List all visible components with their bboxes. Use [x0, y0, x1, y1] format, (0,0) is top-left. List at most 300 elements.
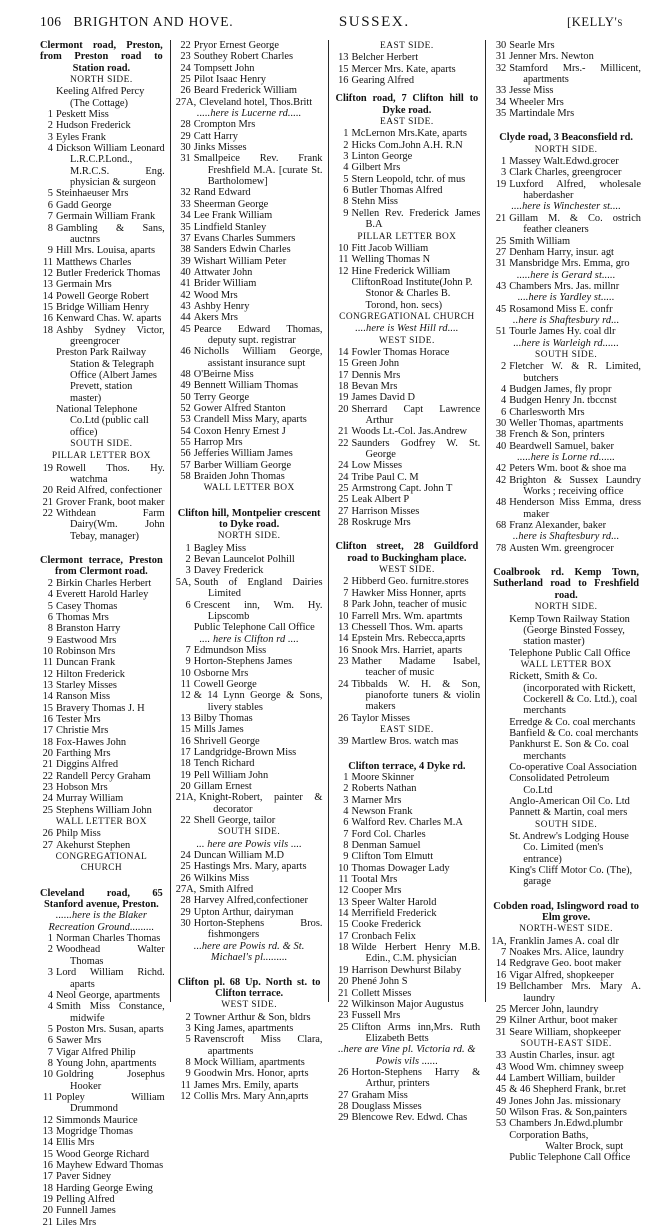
entry-number: 22	[180, 815, 191, 827]
directory-entry	[176, 414, 323, 425]
entry-text: Wood Mrs	[193, 289, 238, 301]
directory-entry	[38, 109, 165, 120]
entry-text: Neol George, apartments	[56, 989, 160, 1001]
block-spacer	[491, 888, 641, 894]
entry-text: Harrop Mrs	[193, 437, 243, 449]
directory-entry	[38, 737, 165, 748]
entry-number: 1A,	[491, 935, 507, 947]
street-description: 4 Dyke rd.	[418, 760, 466, 772]
side-caption: SOUTH SIDE.	[217, 827, 281, 838]
entry-text: Mogridge Thomas	[56, 1125, 133, 1137]
directory-entry	[334, 599, 481, 610]
entry-text: Marner Mrs	[351, 794, 402, 806]
entry-number: 48	[495, 497, 507, 509]
entry-number: 29	[180, 906, 191, 918]
directory-entry	[334, 840, 481, 851]
directory-entry	[491, 1118, 641, 1129]
directory-entry	[334, 976, 481, 987]
unnumbered-entry: Public Telephone Call Office	[509, 1152, 631, 1164]
directory-entry	[176, 40, 323, 51]
entry-text: Sawer Mrs	[56, 1035, 102, 1047]
entry-number: 1	[185, 542, 191, 554]
entry-number: 32	[180, 187, 191, 199]
directory-entry	[176, 690, 323, 713]
entry-text: Mercer Mrs. Kate, aparts	[351, 63, 456, 75]
directory-entry	[38, 120, 165, 131]
directory-entry	[176, 747, 323, 758]
entry-number: 19	[495, 178, 507, 190]
entry-text: Wilde Herbert Henry M.B. Edin., C.M. physician	[351, 942, 481, 965]
entry-text: Akehurst Stephen	[56, 839, 131, 851]
entry-number: 11	[338, 254, 349, 266]
entry-text: Cooke Frederick	[351, 919, 422, 931]
entry-number: 43	[180, 300, 191, 312]
entry-number: 15	[42, 301, 53, 313]
entry-text: Eastwood Mrs	[56, 634, 117, 646]
entry-number: 11	[180, 1079, 191, 1091]
directory-entry	[334, 426, 481, 437]
entry-number: 26	[338, 712, 349, 724]
entry-number: 16	[338, 75, 349, 87]
entry-text: Roberts Nathan	[351, 783, 417, 795]
entry-number: 30	[495, 418, 507, 429]
entry-number: 19	[42, 1194, 53, 1206]
entry-text: Walford Rev. Charles M.A	[351, 817, 463, 829]
directory-entry	[176, 554, 323, 565]
directory-entry	[176, 244, 323, 255]
entry-text: Eyles Frank	[56, 131, 106, 143]
entry-number: 4	[47, 1001, 53, 1013]
directory-entry	[334, 863, 481, 874]
directory-entry	[176, 346, 323, 369]
directory-entry	[176, 301, 323, 312]
entry-number: 8	[343, 840, 349, 852]
unnumbered-entry: CliftonRoad Institute(John P. Stonor & Charles B. Torond, hon. secs)	[351, 276, 473, 311]
entry-number: 21A,	[175, 792, 197, 804]
entry-text: Crandell Miss Mary, aparts	[193, 414, 307, 426]
side-caption: SOUTH SIDE.	[534, 349, 598, 360]
entry-number: 34	[180, 210, 191, 222]
here-is-note: .....here is Lucerne rd.....	[196, 108, 302, 120]
entry-number: 35	[180, 221, 191, 233]
directory-entry	[334, 645, 481, 656]
entry-number: 13	[338, 52, 349, 64]
directory-entry	[38, 933, 165, 944]
entry-number: 51	[495, 326, 507, 338]
entry-number: 28	[338, 1100, 349, 1112]
column-3	[328, 40, 486, 1124]
directory-entry	[38, 612, 165, 623]
directory-entry	[334, 438, 481, 461]
directory-entry	[38, 589, 165, 600]
entry-text: Wilkins Miss	[193, 872, 250, 884]
entry-number: 5	[47, 188, 53, 200]
directory-entry	[38, 601, 165, 612]
directory-entry	[491, 108, 641, 119]
entry-number: 42	[180, 289, 191, 301]
entry-number: 29	[180, 130, 191, 142]
entry-number: 22	[338, 998, 349, 1010]
entry-text: Horton-Stephens Harry & Arthur, printers	[351, 1066, 481, 1090]
entry-number: 26	[338, 1066, 349, 1078]
entry-text: Peters Wm. boot & shoe ma	[509, 463, 627, 475]
street-heading	[176, 977, 323, 1000]
entry-text: Sheerman George	[193, 198, 269, 210]
entry-text: Farrell Mrs. Wm. apartmts	[351, 610, 463, 622]
entry-number: 22	[338, 437, 349, 449]
directory-entry	[38, 1160, 165, 1171]
entry-text: Coxon Henry Ernest J	[193, 425, 286, 437]
entry-text: Gilbert Mrs	[351, 162, 401, 174]
entry-number: 14	[338, 908, 349, 920]
entry-text: Evans Charles Summers	[193, 232, 296, 244]
entry-number: 17	[42, 725, 53, 737]
entry-number: 14	[495, 958, 507, 970]
entry-number: 45	[180, 323, 191, 335]
entry-number: 33	[495, 85, 507, 97]
entry-number: 43	[495, 1061, 507, 1073]
directory-entry	[334, 679, 481, 713]
directory-entry	[491, 1015, 641, 1026]
entry-number: 10	[42, 645, 53, 657]
directory-entry	[334, 174, 481, 185]
directory-entry	[38, 990, 165, 1001]
entry-number: 39	[338, 736, 349, 748]
running-head-place: BRIGHTON AND HOVE.	[73, 14, 234, 29]
entry-text: French & Son, printers	[509, 429, 605, 441]
entry-text: Cowell George	[193, 678, 257, 690]
entry-text: Ravenscroft Miss Clara, apartments	[193, 1034, 323, 1057]
entry-text: Speer Walter Harold	[351, 896, 437, 908]
entry-number: 29	[338, 1112, 349, 1124]
directory-entry	[176, 918, 323, 941]
entry-number: 32	[495, 62, 507, 74]
entry-number: 15	[42, 702, 53, 714]
unnumbered-entry-indented: Walter Brock, supt	[545, 1140, 624, 1152]
entry-text: Tester Mrs	[56, 713, 101, 725]
entry-number: 27	[42, 839, 53, 851]
entry-number: 4	[501, 383, 507, 395]
here-is-note: .....here is Lorne rd......	[517, 452, 615, 464]
directory-entry	[176, 324, 323, 347]
entry-number: 12	[180, 1090, 191, 1102]
entry-text: Mather Madame Isabel, teacher of music	[351, 655, 481, 679]
entry-number: 20	[42, 1205, 53, 1217]
letter-box-caption: WALL LETTER BOX	[203, 483, 295, 494]
street-description: 3 Beaconsfield rd.	[553, 132, 633, 144]
directory-entry	[334, 472, 481, 483]
entry-text: Grover Frank, boot maker	[56, 496, 165, 508]
entry-text: Tibbalds W. H. & Son, pianoforte tuners & violin makers	[351, 678, 481, 713]
entry-number: 14	[42, 691, 53, 703]
entry-text: Knight-Robert, painter & decorator	[199, 792, 323, 815]
entry-text: Ashby Henry	[193, 300, 250, 312]
here-is-note: ... here are Powis vils ....	[196, 838, 302, 850]
street-heading	[491, 567, 641, 601]
entry-number: 28	[338, 517, 349, 529]
directory-entry	[334, 517, 481, 528]
directory-entry	[334, 140, 481, 151]
entry-number: 30	[180, 918, 191, 930]
side-caption: NORTH-WEST SIDE.	[519, 924, 613, 935]
entry-text: Clifton Tom Elmutt	[351, 851, 434, 863]
here-is-note: ...here are Powis rd. & St. Michael's pl.........	[193, 940, 305, 964]
entry-text: Dennis Mrs	[351, 369, 401, 381]
entry-text: Noakes Mrs. Alice, laundry	[509, 947, 624, 959]
entry-text: Newson Frank	[351, 806, 413, 817]
directory-entry	[176, 758, 323, 769]
entry-number: 21	[42, 1216, 53, 1228]
here-is-note: ....here is Winchester st....	[511, 201, 621, 213]
entry-number: 15	[338, 63, 349, 75]
street-heading	[334, 93, 481, 116]
directory-entry	[491, 179, 641, 202]
entry-number: 1	[343, 771, 349, 783]
entry-text: Franz Alexander, baker	[509, 520, 607, 532]
directory-entry	[38, 245, 165, 256]
entry-text: Simmonds Maurice	[56, 1114, 138, 1126]
entry-text: Stephens William John	[56, 804, 152, 816]
entry-text: Lee Frank William	[193, 210, 273, 222]
entry-number: 3	[47, 131, 53, 143]
directory-entry	[491, 497, 641, 520]
entry-number: 13	[42, 279, 53, 291]
entry-text: Fitt Jacob William	[351, 242, 429, 254]
directory-entry	[38, 1047, 165, 1058]
entry-number: 14	[338, 346, 349, 358]
entry-number: 2	[343, 139, 349, 151]
entry-text: Bevan Launcelot Polhill	[193, 554, 295, 566]
entry-number: 25	[338, 494, 349, 506]
directory-entry	[491, 520, 641, 531]
entry-text: Rosamond Miss E. confr	[509, 303, 613, 315]
running-head-publisher: [KELLY's	[567, 15, 623, 29]
entry-text: Stamford Mrs.- Millicent, apartments	[509, 62, 641, 86]
entry-number: 68	[495, 520, 507, 532]
entry-text: Paver Sidney	[56, 1171, 112, 1183]
entry-number: 49	[180, 380, 191, 392]
entry-text: Jesse Miss	[509, 85, 554, 97]
entry-number: 42	[495, 463, 507, 475]
directory-entry	[334, 795, 481, 806]
entry-number: 5	[185, 1034, 191, 1046]
entry-text: Gambling & Sans, auctnrs	[56, 222, 165, 245]
entry-text: Goldring Josephus Hooker	[56, 1069, 165, 1092]
directory-entry	[176, 1068, 323, 1079]
entry-number: 30	[495, 40, 507, 51]
directory-entry	[334, 370, 481, 381]
here-is-note: ....here is West Hill rd....	[355, 323, 459, 335]
entry-number: 15	[42, 1148, 53, 1160]
directory-entry	[176, 437, 323, 448]
side-caption: EAST SIDE.	[379, 724, 434, 735]
here-is-note: ....here is Yardley st.....	[517, 292, 615, 304]
side-caption: WEST SIDE.	[221, 1000, 278, 1011]
entry-text: Weller Thomas, apartments	[509, 418, 624, 429]
entry-number: 27	[338, 1089, 349, 1101]
directory-entry	[176, 199, 323, 210]
unnumbered-entry: Erredge & Co. coal merchants	[509, 716, 636, 728]
here-is-note: ...here is Warleigh rd......	[513, 337, 619, 349]
directory-entry	[176, 222, 323, 233]
entry-number: 35	[495, 108, 507, 120]
letter-box-caption: CONGREGATIONAL CHURCH	[339, 311, 475, 322]
directory-entry	[491, 947, 641, 958]
entry-text: Denham Harry, insur. agt	[509, 246, 614, 258]
entry-number: 28	[180, 895, 191, 907]
entry-text: Tench Richard	[193, 758, 255, 770]
entry-text: King James, apartments	[193, 1022, 294, 1034]
entry-text: Budgen Henry Jn. tbccnst	[509, 395, 617, 407]
entry-text: Matthews Charles	[56, 256, 132, 268]
entry-number: 31	[495, 51, 507, 63]
entry-number: 49	[495, 1095, 507, 1107]
entry-number: 10	[338, 610, 349, 622]
directory-entry	[491, 475, 641, 498]
entry-text: Young John, apartments	[56, 1057, 157, 1069]
entry-number: 4	[47, 589, 53, 601]
entry-text: Hine Frederick William	[351, 265, 451, 277]
side-caption: WEST SIDE.	[378, 335, 435, 346]
entry-text: Steinhaeuser Mrs	[56, 188, 129, 200]
side-caption: NORTH SIDE.	[217, 531, 281, 542]
entry-number: 6	[343, 185, 349, 197]
entry-text: Jenner Mrs. Newton	[509, 51, 594, 63]
directory-entry	[176, 907, 323, 918]
entry-number: 39	[180, 255, 191, 267]
directory-entry	[38, 211, 165, 222]
directory-entry	[334, 713, 481, 724]
directory-entry	[176, 873, 323, 884]
entry-text: Stern Leopold, tchr. of mus	[351, 173, 466, 185]
directory-entry	[38, 1217, 165, 1228]
directory-entry	[176, 736, 323, 747]
entry-text: Belcher Herbert	[351, 52, 419, 64]
entry-number: 44	[495, 1072, 507, 1084]
directory-entry	[38, 325, 165, 348]
entry-number: 25	[338, 483, 349, 495]
directory-entry	[176, 815, 323, 826]
entry-number: 17	[338, 369, 349, 381]
entry-number: 7	[47, 1046, 53, 1058]
entry-number: 46	[180, 346, 191, 358]
directory-entry	[38, 657, 165, 668]
entry-text: Taylor Misses	[351, 712, 410, 724]
here-is-note: .....here is Gerard st.....	[516, 269, 616, 281]
directory-entry	[176, 210, 323, 221]
directory-entry	[38, 725, 165, 736]
entry-text: Austen Wm. greengrocer	[509, 542, 614, 554]
entry-text: Hilton Frederick	[56, 668, 125, 680]
directory-entry	[491, 1062, 641, 1073]
entry-text: Redgrave Geo. boot maker	[509, 958, 622, 970]
entry-text: Ford Col. Charles	[351, 828, 426, 840]
directory-entry	[491, 167, 641, 178]
entry-number: 14	[42, 290, 53, 302]
entry-number: 7	[501, 947, 507, 959]
entry-number: 13	[42, 1125, 53, 1137]
street-description: Preston, from Preston road to Station road.	[40, 40, 163, 74]
directory-entry	[334, 611, 481, 622]
entry-number: 2	[47, 577, 53, 589]
entry-text: Pearce Edward Thomas, deputy supt. registrar	[193, 323, 323, 346]
street-heading	[491, 901, 641, 924]
entry-number: 11	[180, 678, 191, 690]
directory-entry	[38, 1171, 165, 1182]
entry-number: 1	[47, 933, 53, 945]
entry-number: 4	[343, 162, 349, 174]
entry-number: 50	[180, 391, 191, 403]
entry-text: Lord William Richd. aparts	[56, 967, 165, 990]
directory-entry	[334, 254, 481, 265]
entry-text: Norman Charles Thomas	[56, 933, 161, 945]
directory-entry	[176, 645, 323, 656]
entry-number: 19	[180, 769, 191, 781]
street-name: Clifton road,	[335, 93, 396, 105]
entry-text: Bilby Thomas	[193, 712, 253, 724]
block-spacer	[491, 554, 641, 560]
directory-entry	[38, 1001, 165, 1024]
entry-number: 13	[180, 712, 191, 724]
directory-entry	[491, 63, 641, 86]
entry-number: 19	[42, 462, 53, 474]
directory-entry	[491, 247, 641, 258]
entry-number: 8	[47, 1057, 53, 1069]
entry-number: 78	[495, 542, 507, 554]
directory-entry	[334, 404, 481, 427]
entry-text: Germain William Frank	[56, 211, 156, 223]
directory-entry	[334, 851, 481, 862]
directory-entry	[176, 656, 323, 667]
entry-text: Cleveland hotel, Thos.Britt	[199, 96, 313, 108]
unnumbered-entry: Banfield & Co. coal merchants	[509, 727, 639, 739]
entry-text: Bagley Miss	[193, 542, 246, 554]
entry-number: 16	[180, 735, 191, 747]
entry-text: & 46 Shepherd Frank, br.ret	[509, 1084, 626, 1096]
directory-entry	[334, 576, 481, 587]
block-spacer	[334, 748, 481, 754]
directory-entry	[38, 1069, 165, 1092]
street-name: Clifton terrace,	[348, 760, 417, 772]
directory-entry	[491, 1004, 641, 1015]
entry-text: Landgridge-Brown Miss	[193, 746, 297, 758]
entry-text: Tribe Paul C. M	[351, 471, 419, 483]
entry-number: 4	[501, 395, 507, 407]
directory-entry	[334, 1010, 481, 1021]
entry-number: 2	[501, 361, 507, 373]
entry-number: 6	[47, 199, 53, 211]
street-name: Clyde road,	[499, 132, 552, 144]
entry-number: 26	[180, 872, 191, 884]
directory-entry	[334, 942, 481, 965]
entry-number: 9	[47, 634, 53, 646]
entry-number: 31	[495, 258, 507, 270]
directory-entry	[38, 508, 165, 542]
entry-text: Fletcher W. & R. Limited, butchers	[509, 361, 641, 384]
directory-entry	[38, 793, 165, 804]
directory-entry	[38, 1126, 165, 1137]
letter-box-caption: WALL LETTER BOX	[55, 817, 147, 828]
entry-number: 27	[495, 246, 507, 258]
unnumbered-entry: Consolidated Petroleum Co.Ltd	[509, 773, 610, 796]
unnumbered-entry: Pankhurst E. Son & Co. coal merchants	[509, 739, 630, 762]
side-caption: EAST SIDE.	[379, 41, 434, 51]
entry-number: 21	[42, 759, 53, 771]
directory-entry	[334, 358, 481, 369]
entry-number: 18	[42, 736, 53, 748]
here-is-note: ......here is the Blaker Recreation Ground.........	[48, 910, 155, 933]
entry-number: 20	[42, 747, 53, 759]
